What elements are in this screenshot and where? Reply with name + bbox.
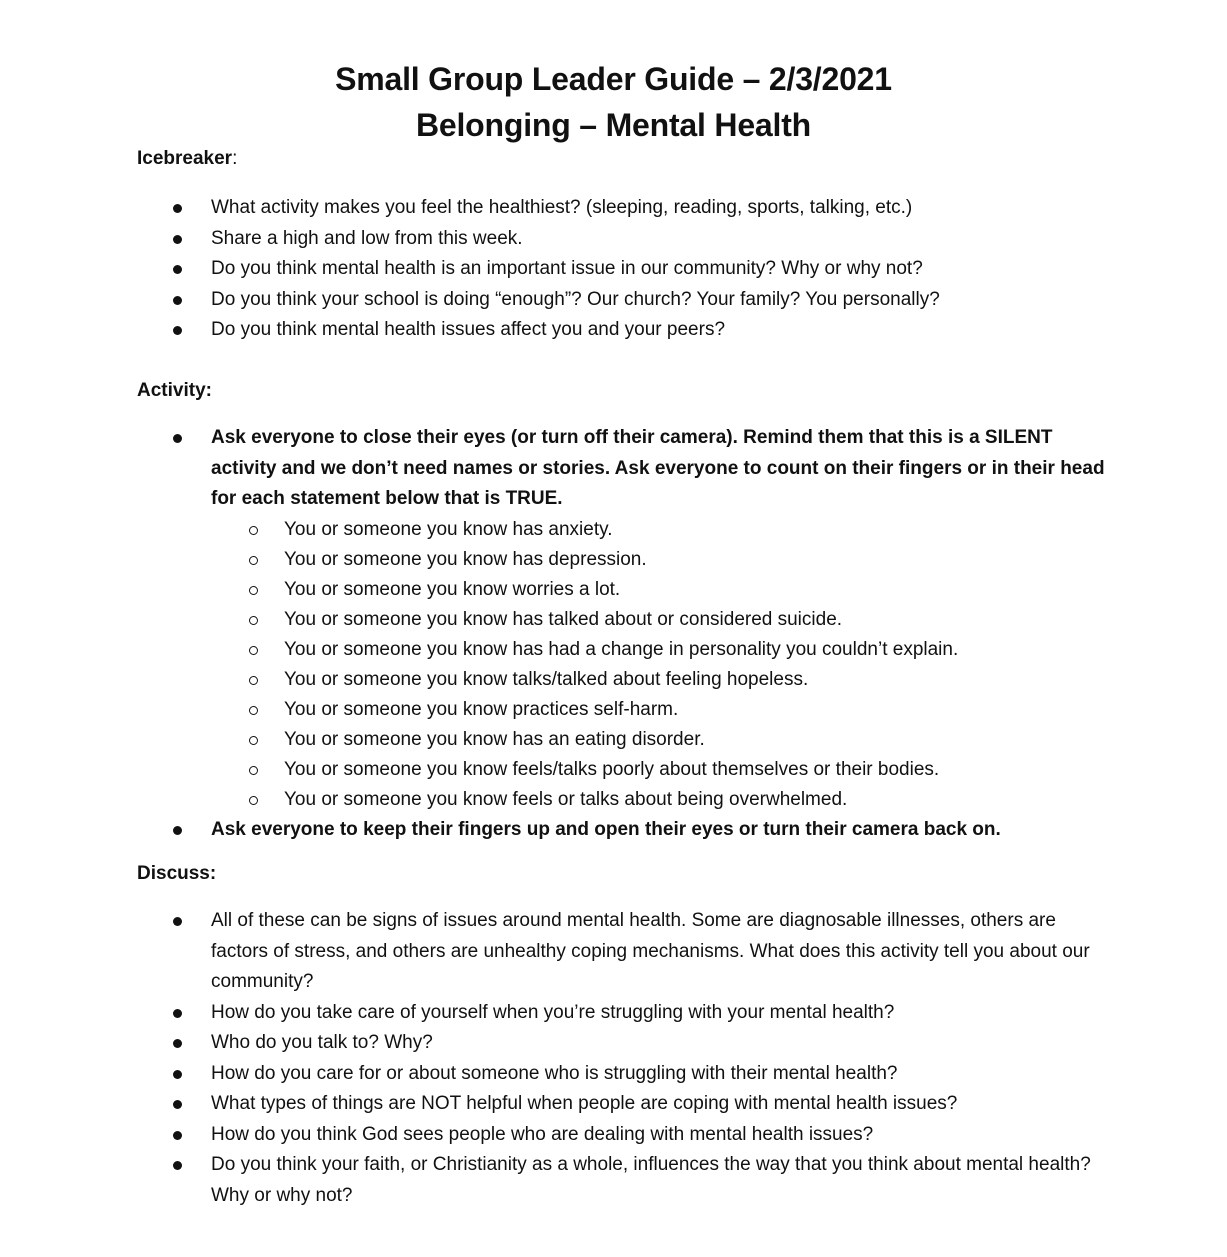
circle-bullet-icon xyxy=(249,736,258,745)
activity-statement: You or someone you know feels or talks about being overwhelmed. xyxy=(284,788,848,810)
bullet-icon xyxy=(173,235,182,244)
list-item xyxy=(211,725,1117,755)
title-block xyxy=(0,56,1227,148)
icebreaker-question: Share a high and low from this week. xyxy=(211,227,523,249)
activity-statement: You or someone you know feels/talks poorly about themselves or their bodies. xyxy=(284,758,940,780)
activity-statements xyxy=(211,515,1117,815)
bullet-icon xyxy=(173,1131,182,1140)
discuss-question: How do you take care of yourself when you’re struggling with your mental health? xyxy=(211,1001,895,1023)
discuss-question: What types of things are NOT helpful when people are coping with mental health issues? xyxy=(211,1093,958,1114)
circle-bullet-icon xyxy=(249,616,258,625)
bullet-icon xyxy=(173,1039,182,1048)
circle-bullet-icon xyxy=(249,586,258,595)
bullet-icon xyxy=(173,326,182,335)
circle-bullet-icon xyxy=(249,646,258,655)
activity-statement: You or someone you know worries a lot. xyxy=(284,578,621,600)
circle-bullet-icon xyxy=(249,706,258,715)
icebreaker-question: Do you think mental health is an important issue in our community? Why or why not? xyxy=(211,258,923,279)
bullet-icon xyxy=(173,1070,182,1079)
page-title: Small Group Leader Guide – 2/3/2021 xyxy=(335,61,892,97)
list-item xyxy=(0,1150,1227,1211)
icebreaker-question: Do you think mental health issues affect you and your peers? xyxy=(211,319,726,340)
discuss-heading: Discuss: xyxy=(137,863,217,884)
circle-bullet-icon xyxy=(249,796,258,805)
bullet-icon xyxy=(173,204,182,213)
discuss-question: Who do you talk to? Why? xyxy=(211,1032,433,1053)
list-item xyxy=(0,254,1227,285)
icebreaker-question: Do you think your school is doing “enough”? Our church? Your family? You personally? xyxy=(211,288,940,310)
circle-bullet-icon xyxy=(249,526,258,535)
list-item xyxy=(0,1120,1227,1151)
bullet-icon xyxy=(173,1161,182,1170)
icebreaker-list xyxy=(0,193,1227,346)
list-item xyxy=(211,515,1117,545)
discuss-list xyxy=(0,906,1227,1211)
list-item xyxy=(0,906,1227,998)
circle-bullet-icon xyxy=(249,556,258,565)
list-item xyxy=(0,1089,1227,1120)
list-item xyxy=(0,315,1227,346)
discuss-question: How do you care for or about someone who is struggling with their mental health? xyxy=(211,1062,898,1084)
activity-closing-text: Ask everyone to keep their fingers up and open their eyes or turn their camera back on. xyxy=(211,818,1001,840)
list-item xyxy=(0,224,1227,255)
activity-instruction xyxy=(0,423,1227,815)
list-item xyxy=(211,755,1117,785)
discuss-question: Do you think your faith, or Christianity as a whole, influences the way that you think about mental health? Why or why not? xyxy=(211,1154,1091,1206)
activity-statement: You or someone you know has had a change in personality you couldn’t explain. xyxy=(284,638,959,660)
activity-closing xyxy=(0,815,1227,846)
icebreaker-heading-label: Icebreaker xyxy=(137,148,233,169)
activity-statement: You or someone you know has anxiety. xyxy=(284,518,613,540)
bullet-icon xyxy=(173,296,182,305)
list-item xyxy=(211,605,1117,635)
icebreaker-heading xyxy=(137,147,237,171)
activity-statement: You or someone you know has depression. xyxy=(284,548,647,570)
discuss-question: All of these can be signs of issues around mental health. Some are diagnosable illnesses, others are factors of stress, and others are unhealthy coping mechanisms. What does this activity tell you about our community? xyxy=(211,910,1090,992)
activity-statement: You or someone you know has talked about or considered suicide. xyxy=(284,608,843,630)
list-item xyxy=(0,1059,1227,1090)
activity-list xyxy=(0,423,1227,845)
list-item xyxy=(0,285,1227,316)
activity-statement: You or someone you know practices self-harm. xyxy=(284,698,679,720)
bullet-icon xyxy=(173,917,182,926)
activity-statement: You or someone you know has an eating disorder. xyxy=(284,728,705,750)
list-item xyxy=(211,575,1117,605)
list-item xyxy=(211,695,1117,725)
bullet-icon xyxy=(173,826,182,835)
list-item xyxy=(0,193,1227,224)
activity-instruction-text: Ask everyone to close their eyes (or turn off their camera). Remind them that this is a SILENT activity and we don’t need names or stories. Ask everyone to count on their fingers or in their head for each statement below that is TRUE. xyxy=(211,427,1105,509)
list-item xyxy=(211,635,1117,665)
circle-bullet-icon xyxy=(249,676,258,685)
discuss-question: How do you think God sees people who are dealing with mental health issues? xyxy=(211,1123,874,1145)
circle-bullet-icon xyxy=(249,766,258,775)
activity-statement: You or someone you know talks/talked about feeling hopeless. xyxy=(284,668,809,690)
list-item xyxy=(0,1028,1227,1059)
list-item xyxy=(211,665,1117,695)
list-item xyxy=(211,545,1117,575)
bullet-icon xyxy=(173,1009,182,1018)
list-item xyxy=(0,998,1227,1029)
icebreaker-question: What activity makes you feel the healthiest? (sleeping, reading, sports, talking, etc.) xyxy=(211,197,913,218)
activity-heading: Activity: xyxy=(137,380,212,401)
icebreaker-heading-colon: : xyxy=(232,148,238,169)
bullet-icon xyxy=(173,434,182,443)
page-subtitle: Belonging – Mental Health xyxy=(415,107,812,143)
list-item xyxy=(211,785,1117,815)
bullet-icon xyxy=(173,265,182,274)
bullet-icon xyxy=(173,1100,182,1109)
